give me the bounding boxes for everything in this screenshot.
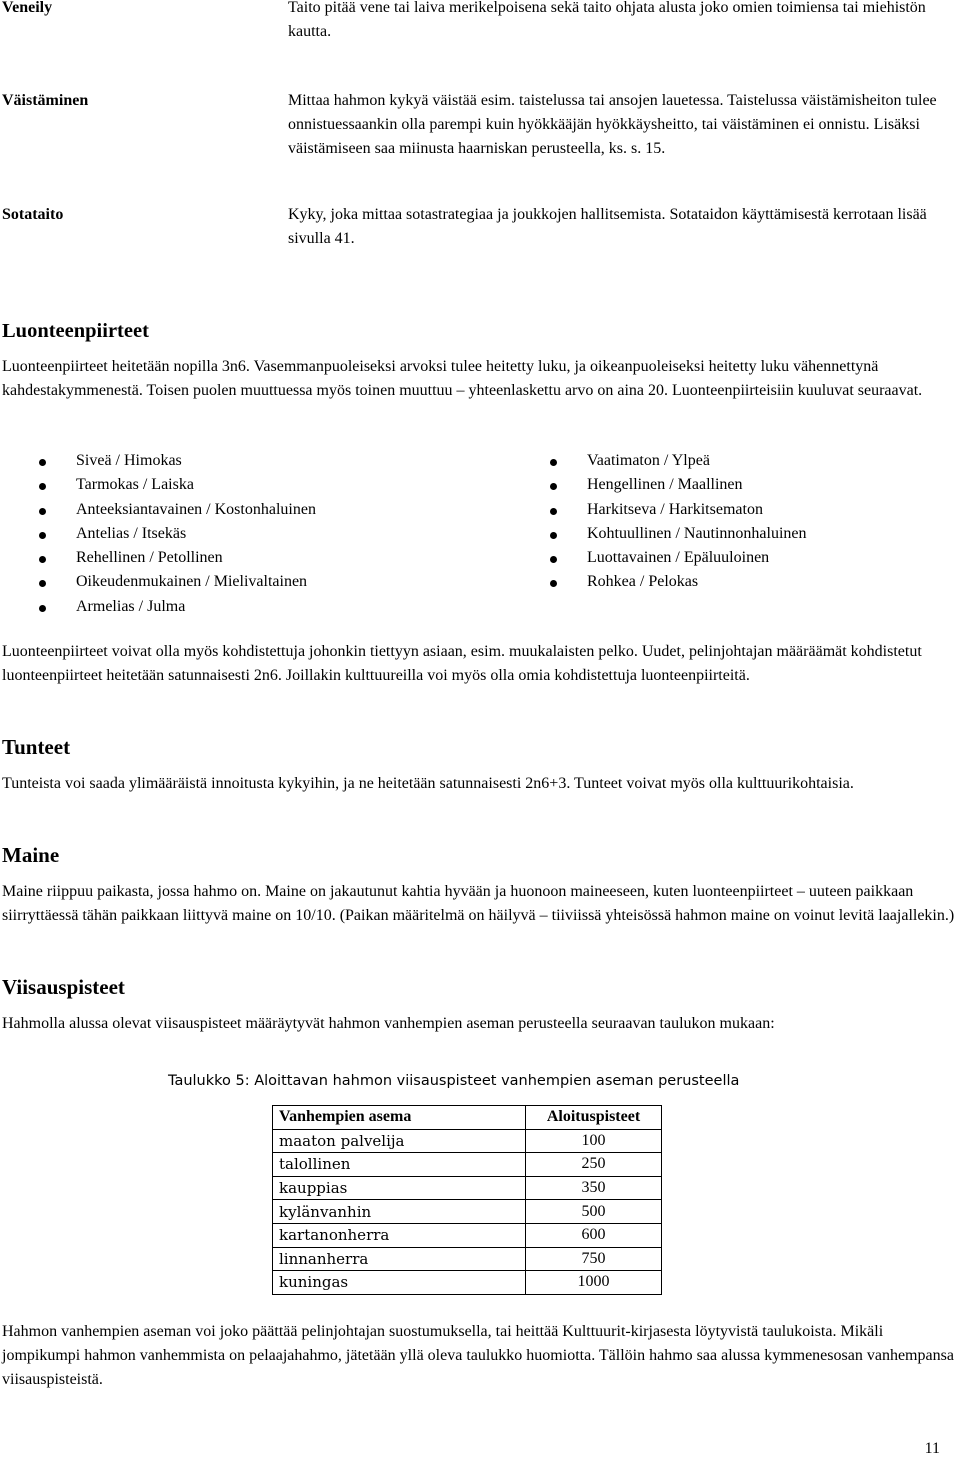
table-cell: kylänvanhin xyxy=(273,1200,526,1224)
skill-term-veneily: Veneily xyxy=(2,0,53,16)
heading-luonteenpiirteet: Luonteenpiirteet xyxy=(2,320,149,342)
heading-maine: Maine xyxy=(2,843,60,867)
table-cell: linnanherra xyxy=(273,1247,526,1271)
list-item: Harkitseva / Harkitsematon xyxy=(550,498,950,522)
list-item: Anteeksiantavainen / Kostonhaluinen xyxy=(39,498,499,522)
skill-term-vaistaminen: Väistäminen xyxy=(2,92,89,109)
table-cell: maaton palvelija xyxy=(273,1129,526,1153)
list-item: Siveä / Himokas xyxy=(39,449,499,473)
table-row xyxy=(273,1153,662,1177)
table-cell: 250 xyxy=(526,1153,662,1177)
traits-after: Luonteenpiirteet voivat olla myös kohdistettuja johonkin tiettyyn asiaan, esim. muukalaisten pelko. Uudet, pelinjohtajan määräämät kohdistetut luonteenpiirteet heitetään satunnaisesti 2n6. Joillakin kulttuureilla voi myös olla omia kohdistettuja luonteenpiirteitä. xyxy=(2,643,922,684)
viisaus-after: Hahmon vanhempien aseman voi joko päättää pelinjohtajan suostumuksella, tai heittää Kulttuurit-kirjasesta löytyvistä taulukoista. Mikäli jompikumpi hahmon vanhemmista on pelaajahahmo, jätetään yllä oleva taulukko huomiotta. Tällöin hahmo saa alussa kymmenesosan vanhempansa viisauspisteistä. xyxy=(2,1323,954,1388)
column-header: Vanhempien asema xyxy=(273,1106,526,1130)
list-item: Vaatimaton / Ylpeä xyxy=(550,449,950,473)
list-item: Rehellinen / Petollinen xyxy=(39,546,499,570)
skill-term-sotataito: Sotataito xyxy=(2,206,64,223)
table-cell: 100 xyxy=(526,1129,662,1153)
table-header-row xyxy=(273,1106,662,1130)
table-cell: 350 xyxy=(526,1176,662,1200)
table-row xyxy=(273,1129,662,1153)
table-row xyxy=(273,1247,662,1271)
viisauspisteet-table xyxy=(272,1105,662,1295)
table-row xyxy=(273,1271,662,1295)
table-cell: kuningas xyxy=(273,1271,526,1295)
list-item: Hengellinen / Maallinen xyxy=(550,473,950,497)
table-cell: 600 xyxy=(526,1223,662,1247)
heading-tunteet: Tunteet xyxy=(2,735,71,759)
skill-desc-sotataito: Kyky, joka mittaa sotastrategiaa ja joukkojen hallitsemista. Sotataidon käyttämisestä kerrotaan lisää sivulla 41. xyxy=(288,206,927,247)
page-number: 11 xyxy=(924,1440,940,1457)
table-cell: 1000 xyxy=(526,1271,662,1295)
list-item: Armelias / Julma xyxy=(39,595,499,619)
table-cell: kartanonherra xyxy=(273,1223,526,1247)
table-cell: 750 xyxy=(526,1247,662,1271)
skill-desc-veneily: Taito pitää vene tai laiva merikelpoisena sekä taito ohjata alusta joko omien toimiensa tai miehistön kautta. xyxy=(288,0,926,40)
list-item: Kohtuullinen / Nautinnonhaluinen xyxy=(550,522,950,546)
table-row xyxy=(273,1200,662,1224)
list-item: Luottavainen / Epäluuloinen xyxy=(550,546,950,570)
table-row xyxy=(273,1176,662,1200)
viisaus-intro: Hahmolla alussa olevat viisauspisteet määräytyvät hahmon vanhempien aseman perusteella seuraavan taulukon mukaan: xyxy=(2,1015,775,1032)
column-header: Aloituspisteet xyxy=(526,1106,662,1130)
skill-desc-vaistaminen: Mittaa hahmon kykyä väistää esim. taistelussa tai ansojen lauetessa. Taistelussa väistämisheiton tulee onnistuessaankin olla parempi kuin hyökkääjän hyökkäysheitto, tai väistäminen ei onnistu. Lisäksi väistämiseen saa miinusta haarniskan perusteella, ks. s. 15. xyxy=(288,92,937,157)
table-cell: talollinen xyxy=(273,1153,526,1177)
tunteet-text: Tunteista voi saada ylimääräistä innoitusta kykyihin, ja ne heitetään satunnaisesti 2n6+3. Tunteet voivat myös olla kulttuurikohtaisia. xyxy=(2,775,854,792)
table-cell: kauppias xyxy=(273,1176,526,1200)
list-item: Tarmokas / Laiska xyxy=(39,473,499,497)
table-cell: 500 xyxy=(526,1200,662,1224)
traits-list-left xyxy=(39,449,499,619)
list-item: Rohkea / Pelokas xyxy=(550,570,950,594)
maine-text: Maine riippuu paikasta, jossa hahmo on. Maine on jakautunut kahtia hyvään ja huonoon maineeseen, kuten luonteenpiirteet – uuteen paikkaan siirryttäessä tähän paikkaan liittyvä maine on 10/10. (Paikan määritelmä on häilyvä – tiiviissä yhteisössä hahmon maine on voinut levitä laajallekin.) xyxy=(2,883,955,924)
list-item: Oikeudenmukainen / Mielivaltainen xyxy=(39,570,499,594)
table-row xyxy=(273,1223,662,1247)
traits-intro: Luonteenpiirteet heitetään nopilla 3n6. Vasemmanpuoleiseksi arvoksi tulee heitetty luku, ja oikeanpuoleiseksi heitetty luku vähennettynä kahdestakymmenestä. Toisen puolen muuttuessa myös toinen muuttuu – yhteenlaskettu arvo on aina 20. Luonteenpiirteisiin kuuluvat seuraavat. xyxy=(2,358,923,399)
heading-viisauspisteet: Viisauspisteet xyxy=(2,975,125,999)
traits-list-right xyxy=(550,449,950,595)
table-caption: Taulukko 5: Aloittavan hahmon viisauspisteet vanhempien aseman perusteella xyxy=(168,1073,740,1089)
list-item: Antelias / Itsekäs xyxy=(39,522,499,546)
